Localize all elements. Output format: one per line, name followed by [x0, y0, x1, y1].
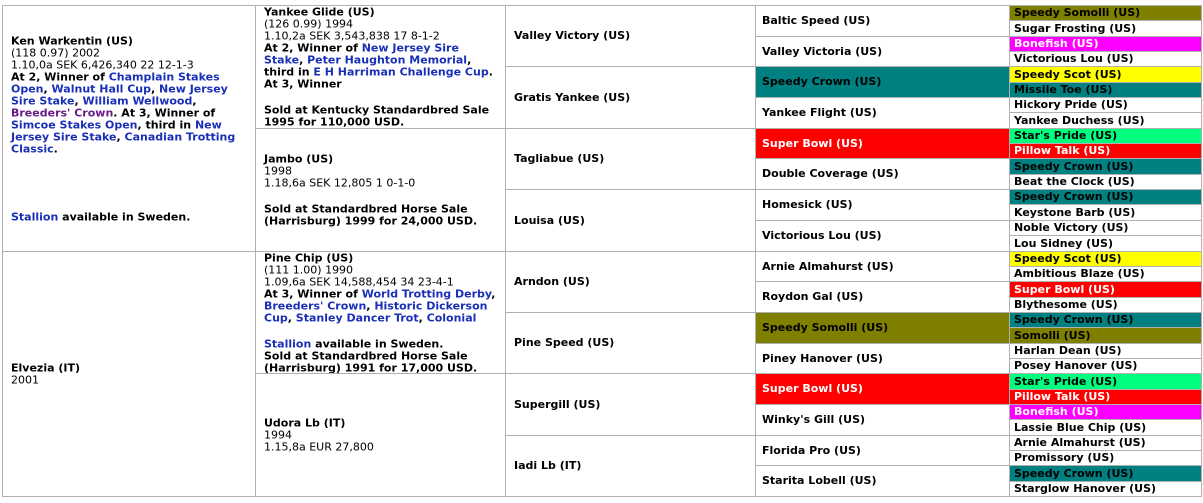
horse-name[interactable]: Super Bowl (US) [762, 382, 863, 395]
horse-name[interactable]: Double Coverage (US) [762, 167, 899, 180]
horse-detail: 1.15,8a EUR 27,800 [264, 440, 374, 454]
horse-name[interactable]: Homesick (US) [762, 198, 853, 211]
gen4-ancestor-cell [755, 281, 1010, 313]
horse-name[interactable]: Piney Hanover (US) [762, 351, 883, 365]
sire-cell [2, 5, 256, 252]
sale-info: Sold at Standardbred Horse Sale (Harrisburg) 1991 for 17,000 USD. [264, 349, 478, 374]
great-grandparent-cell [505, 5, 756, 67]
note-text: , [366, 299, 375, 312]
gen4-ancestor-cell [755, 36, 1010, 67]
horse-name[interactable]: Starita Lobell (US) [762, 474, 877, 487]
horse-name[interactable]: Hickory Pride (US) [1014, 98, 1128, 111]
note-text: , [43, 82, 52, 95]
grandparent-cell [255, 5, 506, 129]
horse-name[interactable]: Posey Hanover (US) [1014, 359, 1138, 372]
race-link[interactable]: Historic Dickerson Cup [264, 299, 488, 324]
note-text: , third in [264, 53, 472, 79]
race-link[interactable]: New Jersey Sire Stake [11, 118, 222, 143]
race-link[interactable]: William Wellwood [82, 94, 193, 107]
horse-detail: (126 0.99) 1994 [264, 17, 354, 31]
horse-name[interactable]: Arnie Almahurst (US) [1014, 436, 1146, 449]
gen5-ancestor-cell [1009, 220, 1202, 236]
note-text: , [287, 311, 296, 324]
gen5-ancestor-cell [1009, 435, 1202, 451]
horse-detail: (111 1.00) 1990 [264, 263, 354, 276]
race-link[interactable]: Peter Haughton Memorial [307, 53, 468, 67]
gen4-ancestor-cell [755, 312, 1010, 344]
horse-name[interactable]: Udora Lb (IT) [264, 416, 346, 430]
note-text: At 3, Winner of [264, 287, 362, 300]
horse-name[interactable]: Lassie Blue Chip (US) [1014, 420, 1147, 434]
horse-name[interactable]: Jambo (US) [264, 152, 334, 166]
gen5-ancestor-cell [1009, 450, 1202, 466]
gen5-ancestor-cell [1009, 266, 1202, 282]
horse-name[interactable]: Speedy Crown (US) [1014, 313, 1134, 326]
sale-info: Sold at Kentucky Standardbred Sale 1995 for 110,000 USD. [264, 103, 490, 129]
horse-name[interactable]: Promissory (US) [1014, 451, 1115, 464]
horse-name[interactable]: Noble Victory (US) [1014, 221, 1129, 234]
horse-name[interactable]: Valley Victory (US) [514, 29, 631, 42]
horse-name[interactable]: Victorious Lou (US) [762, 229, 882, 242]
horse-rating: (118 0.97) 2002 [11, 46, 101, 59]
horse-name[interactable]: Missile Toe (US) [1014, 83, 1113, 96]
horse-name[interactable]: Yankee Flight (US) [762, 106, 877, 119]
race-link[interactable]: Stanley Dancer Trot [295, 311, 419, 324]
horse-name[interactable]: Supergill (US) [514, 397, 601, 411]
gen5-ancestor-cell [1009, 174, 1202, 190]
horse-name[interactable]: Bonefish (US) [1014, 37, 1099, 50]
great-grandparent-cell [505, 312, 756, 374]
gen5-ancestor-cell [1009, 51, 1202, 67]
grandparent-cell [255, 128, 506, 252]
horse-name[interactable]: Speedy Crown (US) [1014, 159, 1134, 173]
gen4-ancestor-cell [755, 251, 1010, 282]
gen5-ancestor-cell [1009, 20, 1202, 37]
gen5-ancestor-cell [1009, 373, 1202, 390]
grandparent-cell [255, 373, 506, 497]
gen4-ancestor-cell [755, 465, 1010, 497]
gen4-ancestor-cell [755, 404, 1010, 436]
horse-detail: 1998 [264, 164, 292, 178]
gen5-ancestor-cell [1009, 97, 1202, 113]
horse-name[interactable]: Star's Pride (US) [1014, 129, 1118, 142]
horse-name[interactable]: Speedy Crown (US) [762, 75, 882, 88]
horse-name[interactable]: Arnie Almahurst (US) [762, 259, 894, 273]
great-grandparent-cell [505, 373, 756, 436]
horse-name[interactable]: Speedy Scot (US) [1014, 67, 1122, 81]
race-link[interactable]: Breeders' Crown [264, 299, 367, 312]
horse-name[interactable]: Pillow Talk (US) [1014, 390, 1111, 403]
note-text: , [192, 94, 197, 107]
note-text: . [53, 142, 58, 155]
gen4-ancestor-cell [755, 435, 1010, 466]
horse-name[interactable]: Pine Chip (US) [264, 251, 354, 264]
gen5-ancestor-cell [1009, 204, 1202, 221]
gen5-ancestor-cell [1009, 297, 1202, 313]
horse-record: 1.10,0a SEK 6,426,340 22 12-1-3 [11, 58, 194, 71]
horse-name[interactable]: Super Bowl (US) [762, 136, 863, 150]
race-link[interactable]: E H Harriman Challenge Cup [313, 65, 489, 79]
horse-name[interactable]: Harlan Dean (US) [1014, 344, 1122, 357]
gen4-ancestor-cell [755, 158, 1010, 190]
note-text: , [74, 94, 83, 107]
gen5-ancestor-cell [1009, 343, 1202, 359]
race-link[interactable]: Breeders' Crown [11, 106, 114, 119]
gen5-ancestor-cell [1009, 128, 1202, 144]
race-link[interactable]: Colonial [426, 311, 477, 324]
horse-name[interactable]: Speedy Crown (US) [1014, 190, 1134, 203]
dam-cell [2, 251, 256, 497]
note-text: , [151, 82, 160, 95]
race-link[interactable]: World Trotting Derby [361, 287, 492, 300]
horse-name[interactable]: Yankee Duchess (US) [1014, 113, 1145, 127]
horse-name[interactable]: Winky's Gill (US) [762, 413, 866, 426]
gen5-ancestor-cell [1009, 404, 1202, 420]
gen5-ancestor-cell [1009, 158, 1202, 175]
horse-name[interactable]: Louisa (US) [514, 213, 585, 227]
horse-detail: 1.10,2a SEK 3,543,838 17 8-1-2 [264, 29, 440, 43]
note-text: available in Sweden. [58, 210, 191, 223]
note-text: At 2, Winner of [264, 41, 362, 55]
gen5-ancestor-cell [1009, 66, 1202, 83]
race-link[interactable]: Walnut Hall Cup [51, 82, 152, 95]
gen4-ancestor-cell [755, 128, 1010, 159]
note-text: , [491, 287, 496, 300]
horse-name[interactable]: Roydon Gal (US) [762, 290, 864, 303]
sale-info: Sold at Standardbred Horse Sale (Harrisburg) 1999 for 24,000 USD. [264, 202, 478, 228]
race-link[interactable]: New Jersey Sire Stake [11, 82, 228, 107]
horse-name[interactable]: Speedy Scot (US) [1014, 252, 1122, 265]
horse-name[interactable]: Ken Warkentin (US) [11, 34, 133, 47]
note-text: . At 3, Winner [264, 65, 493, 91]
race-link[interactable]: Champlain Stakes Open [11, 70, 220, 95]
horse-name[interactable]: Bonefish (US) [1014, 405, 1099, 418]
gen5-ancestor-cell [1009, 389, 1202, 405]
horse-name[interactable]: Beat the Clock (US) [1014, 175, 1135, 188]
gen5-ancestor-cell [1009, 143, 1202, 159]
horse-name[interactable]: Pillow Talk (US) [1014, 144, 1111, 157]
horse-name[interactable]: Arndon (US) [514, 275, 590, 288]
horse-name[interactable]: Baltic Speed (US) [762, 14, 871, 27]
race-link[interactable]: Canadian Trotting Classic [11, 130, 236, 155]
gen5-ancestor-cell [1009, 327, 1202, 344]
gen4-ancestor-cell [755, 66, 1010, 98]
horse-name[interactable]: Valley Victoria (US) [762, 44, 883, 58]
gen5-ancestor-cell [1009, 235, 1202, 252]
horse-name[interactable]: Starglow Hanover (US) [1014, 482, 1157, 495]
race-link[interactable]: Simcoe Stakes Open [11, 118, 138, 131]
horse-name[interactable]: Yankee Glide (US) [264, 5, 375, 19]
horse-name[interactable]: Gratis Yankee (US) [514, 90, 631, 104]
horse-name[interactable]: Keystone Barb (US) [1014, 205, 1136, 219]
gen5-ancestor-cell [1009, 465, 1202, 482]
gen4-ancestor-cell [755, 189, 1010, 221]
horse-name[interactable]: Speedy Crown (US) [1014, 466, 1134, 480]
gen4-ancestor-cell [755, 220, 1010, 252]
horse-name[interactable]: Sugar Frosting (US) [1014, 21, 1137, 35]
gen5-ancestor-cell [1009, 82, 1202, 98]
horse-name[interactable]: Star's Pride (US) [1014, 374, 1118, 388]
horse-name[interactable]: Florida Pro (US) [762, 443, 861, 457]
note-text: , [116, 130, 125, 143]
great-grandparent-cell [505, 251, 756, 313]
horse-name[interactable]: Lou Sidney (US) [1014, 236, 1113, 250]
gen4-ancestor-cell [755, 5, 1010, 37]
gen5-ancestor-cell [1009, 481, 1202, 497]
horse-name[interactable]: Elvezia (IT) [11, 361, 80, 375]
horse-name[interactable]: Pine Speed (US) [514, 336, 615, 349]
note-text: , [418, 311, 427, 324]
horse-name[interactable]: Victorious Lou (US) [1014, 52, 1134, 65]
note-text: , [299, 53, 308, 67]
gen5-ancestor-cell [1009, 5, 1202, 21]
horse-detail: 1.18,6a SEK 12,805 1 0-1-0 [264, 176, 416, 190]
race-link[interactable]: Stallion [11, 210, 59, 223]
horse-detail: 1994 [264, 428, 292, 442]
gen5-ancestor-cell [1009, 312, 1202, 328]
gen5-ancestor-cell [1009, 358, 1202, 374]
note-text: . At 3, Winner of [113, 106, 216, 119]
horse-year: 2001 [11, 373, 39, 387]
horse-name[interactable]: Iadi Lb (IT) [514, 459, 582, 472]
gen4-ancestor-cell [755, 97, 1010, 129]
great-grandparent-cell [505, 66, 756, 129]
race-link[interactable]: New Jersey Sire Stake [264, 41, 459, 67]
gen5-ancestor-cell [1009, 251, 1202, 267]
horse-name[interactable]: Ambitious Blaze (US) [1014, 267, 1145, 280]
note-text: At 2, Winner of [11, 70, 109, 83]
great-grandparent-cell [505, 128, 756, 190]
note-text: available in Sweden. [311, 337, 444, 350]
horse-name[interactable]: Blythesome (US) [1014, 298, 1118, 311]
horse-name[interactable]: Tagliabue (US) [514, 152, 605, 165]
horse-name[interactable]: Super Bowl (US) [1014, 282, 1115, 296]
gen5-ancestor-cell [1009, 112, 1202, 129]
horse-name[interactable]: Speedy Somolli (US) [1014, 6, 1141, 19]
gen5-ancestor-cell [1009, 36, 1202, 52]
horse-name[interactable]: Speedy Somolli (US) [762, 321, 889, 334]
race-link[interactable]: Stallion [264, 337, 312, 350]
note-text: , third in [137, 118, 195, 131]
gen5-ancestor-cell [1009, 419, 1202, 436]
great-grandparent-cell [505, 189, 756, 252]
gen4-ancestor-cell [755, 373, 1010, 405]
gen5-ancestor-cell [1009, 281, 1202, 298]
grandparent-cell [255, 251, 506, 374]
gen5-ancestor-cell [1009, 189, 1202, 205]
horse-detail: 1.09,6a SEK 14,588,454 34 23-4-1 [264, 275, 454, 288]
pedigree-table [2, 0, 1201, 503]
great-grandparent-cell [505, 435, 756, 497]
horse-name[interactable]: Somolli (US) [1014, 328, 1091, 342]
gen4-ancestor-cell [755, 343, 1010, 374]
